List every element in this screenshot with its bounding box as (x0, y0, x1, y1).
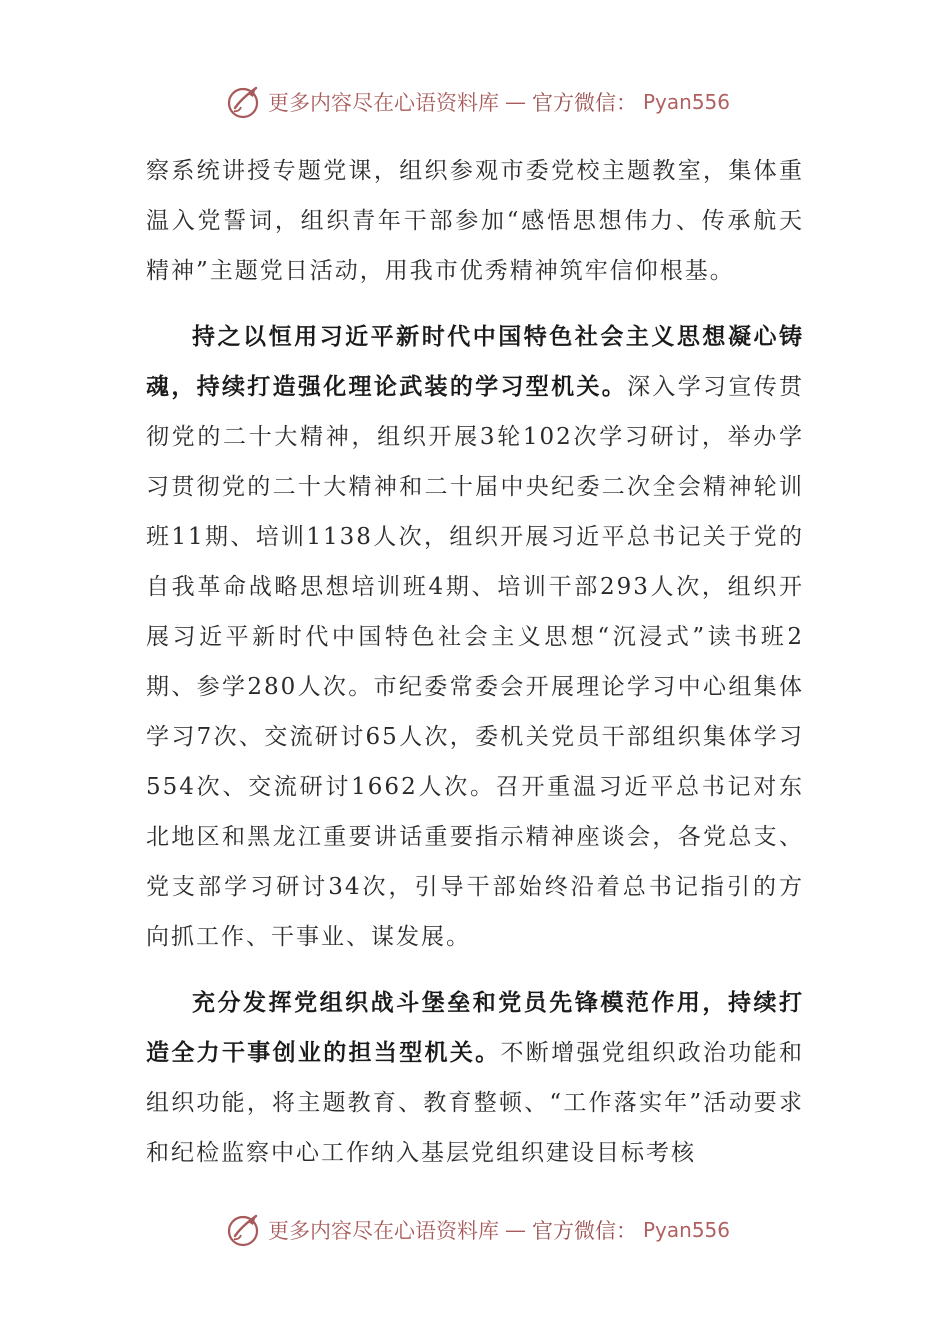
watermark-dash: — (505, 1218, 526, 1242)
watermark-label: 官方微信： (532, 1219, 637, 1243)
paragraph-3 (146, 978, 804, 1178)
pen-logo-icon (226, 84, 262, 120)
paragraph-3-lead: 充分发挥党组织战斗堡垒和党员先锋模范作用，持续打造全力干事创业的担当型机关。 (146, 989, 804, 1066)
paragraph-2-lead: 持之以恒用习近平新时代中国特色社会主义思想凝心铸魂，持续打造强化理论武装的学习型机关。 (146, 323, 804, 400)
watermark-dash: — (505, 90, 526, 114)
watermark-label: 官方微信： (532, 91, 637, 115)
footer-watermark (226, 1210, 730, 1250)
header-watermark (226, 82, 730, 122)
watermark-site-text: 更多内容尽在心语资料库 (268, 91, 499, 115)
watermark-wechat-id: Pyan556 (643, 90, 731, 114)
document-body (146, 146, 804, 1178)
pen-logo-icon (226, 1212, 262, 1248)
paragraph-2-body: 深入学习宣传贯彻党的二十大精神，组织开展3轮102次学习研讨，举办学习贯彻党的二十大精神和二十届中央纪委二次全会精神轮训班11期、培训1138人次，组织开展习近平总书记关于党的自我革命战略思想培训班4期、培训干部293人次，组织开展习近平新时代中国特色社会主义思想“沉浸式”读书班2期、参学280人次。市纪委常委会开展理论学习中心组集体学习7次、交流研讨65人次，委机关党员干部组织集体学习554次、交流研讨1662人次。召开重温习近平总书记对东北地区和黑龙江重要讲话重要指示精神座谈会，各党总支、党支部学习研讨34次，引导干部始终沿着总书记指引的方向抓工作、干事业、谋发展。 (146, 374, 805, 950)
paragraph-1-body: 察系统讲授专题党课，组织参观市委党校主题教室，集体重温入党誓词，组织青年干部参加“感悟思想伟力、传承航天精神”主题党日活动，用我市优秀精神筑牢信仰根基。 (146, 158, 804, 284)
paragraph-1 (146, 146, 804, 296)
paragraph-2 (146, 312, 804, 962)
watermark-wechat-id: Pyan556 (643, 1218, 731, 1242)
watermark-site-text: 更多内容尽在心语资料库 (268, 1219, 499, 1243)
paragraph-3-body: 不断增强党组织政治功能和组织功能，将主题教育、教育整顿、“工作落实年”活动要求和纪检监察中心工作纳入基层党组织建设目标考核 (146, 1040, 805, 1166)
